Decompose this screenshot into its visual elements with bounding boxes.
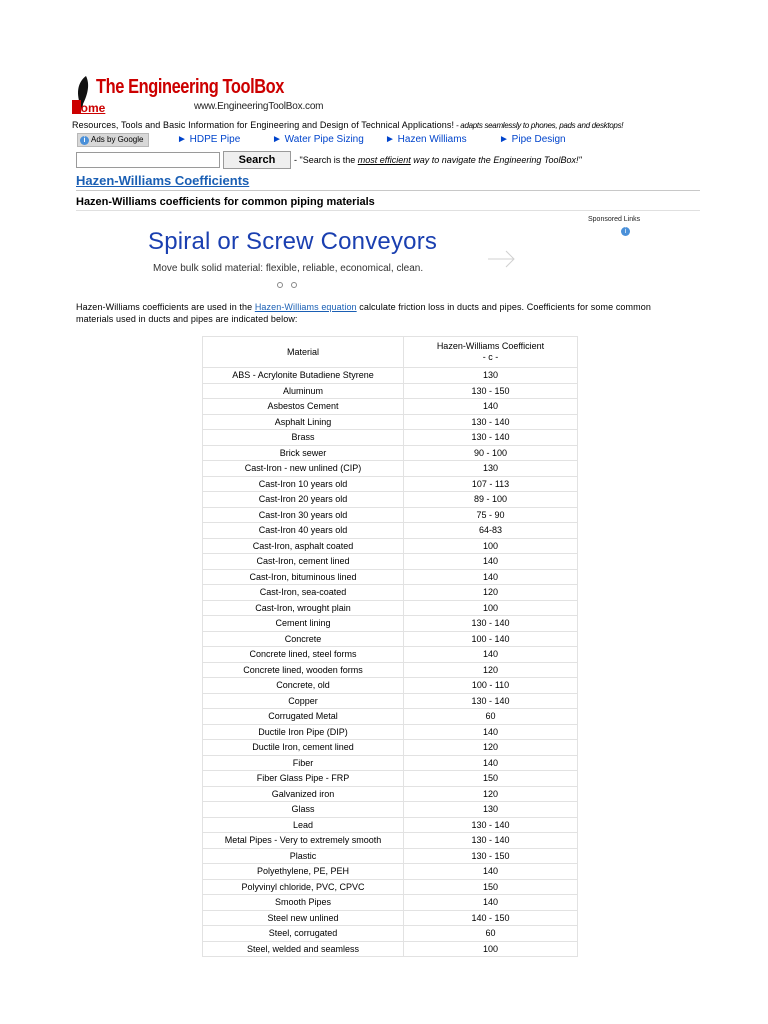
table-row bbox=[203, 383, 578, 399]
coefficient-cell: 120 bbox=[404, 786, 578, 802]
coefficient-cell: 140 - 150 bbox=[404, 910, 578, 926]
table-row bbox=[203, 910, 578, 926]
search-tip-prefix: - "Search is the bbox=[294, 155, 358, 165]
table-row bbox=[203, 445, 578, 461]
coefficient-cell: 130 - 140 bbox=[404, 693, 578, 709]
table-header-row bbox=[203, 337, 578, 368]
divider bbox=[76, 210, 700, 211]
coefficient-cell: 90 - 100 bbox=[404, 445, 578, 461]
material-cell: Ductile Iron, cement lined bbox=[203, 740, 404, 756]
table-row bbox=[203, 693, 578, 709]
coefficient-cell: 140 bbox=[404, 864, 578, 880]
table-row bbox=[203, 926, 578, 942]
material-cell: Steel, welded and seamless bbox=[203, 941, 404, 957]
table-row bbox=[203, 430, 578, 446]
material-cell: Fiber Glass Pipe - FRP bbox=[203, 771, 404, 787]
table-row bbox=[203, 941, 578, 957]
coefficient-cell: 100 bbox=[404, 600, 578, 616]
material-cell: Polyvinyl chloride, PVC, CPVC bbox=[203, 879, 404, 895]
table-row bbox=[203, 848, 578, 864]
table-row bbox=[203, 616, 578, 632]
table-row bbox=[203, 569, 578, 585]
table-row bbox=[203, 507, 578, 523]
material-cell: Smooth Pipes bbox=[203, 895, 404, 911]
material-cell: Cast-Iron, cement lined bbox=[203, 554, 404, 570]
table-row bbox=[203, 631, 578, 647]
ad-description: Move bulk solid material: flexible, reliable, economical, clean. bbox=[153, 263, 424, 274]
coefficient-cell: 140 bbox=[404, 569, 578, 585]
coefficient-cell: 120 bbox=[404, 662, 578, 678]
table-row bbox=[203, 771, 578, 787]
table-row bbox=[203, 554, 578, 570]
material-cell: ABS - Acrylonite Butadiene Styrene bbox=[203, 368, 404, 384]
material-cell: Cast-Iron 20 years old bbox=[203, 492, 404, 508]
table-row bbox=[203, 523, 578, 539]
material-cell: Cast-Iron, wrought plain bbox=[203, 600, 404, 616]
table-row bbox=[203, 492, 578, 508]
coefficient-cell: 140 bbox=[404, 895, 578, 911]
tagline-main: Resources, Tools and Basic Information for Engineering and Design of Technical Applications! bbox=[72, 120, 455, 130]
nav-link-pipe-design[interactable]: ► Pipe Design bbox=[499, 134, 566, 145]
table-row bbox=[203, 786, 578, 802]
material-cell: Plastic bbox=[203, 848, 404, 864]
home-link[interactable]: Home bbox=[72, 101, 106, 115]
coefficient-cell: 120 bbox=[404, 585, 578, 601]
material-cell: Cast-Iron, sea-coated bbox=[203, 585, 404, 601]
divider bbox=[76, 190, 700, 191]
table-row bbox=[203, 879, 578, 895]
material-cell: Copper bbox=[203, 693, 404, 709]
material-cell: Polyethylene, PE, PEH bbox=[203, 864, 404, 880]
material-cell: Asbestos Cement bbox=[203, 399, 404, 415]
material-cell: Glass bbox=[203, 802, 404, 818]
table-row bbox=[203, 538, 578, 554]
coefficient-cell: 89 - 100 bbox=[404, 492, 578, 508]
table-row bbox=[203, 864, 578, 880]
table-row bbox=[203, 399, 578, 415]
material-cell: Corrugated Metal bbox=[203, 709, 404, 725]
material-cell: Brass bbox=[203, 430, 404, 446]
material-cell: Cast-Iron 40 years old bbox=[203, 523, 404, 539]
coefficient-cell: 100 - 140 bbox=[404, 631, 578, 647]
table-row bbox=[203, 368, 578, 384]
table-row bbox=[203, 709, 578, 725]
table-row bbox=[203, 833, 578, 849]
carousel-dot[interactable] bbox=[277, 282, 283, 288]
table-row bbox=[203, 461, 578, 477]
table-row bbox=[203, 817, 578, 833]
carousel-dot[interactable] bbox=[291, 282, 297, 288]
info-icon: i bbox=[80, 136, 89, 145]
ads-by-google-badge[interactable] bbox=[77, 133, 149, 147]
material-cell: Cast-Iron, bituminous lined bbox=[203, 569, 404, 585]
material-cell: Concrete bbox=[203, 631, 404, 647]
coefficient-cell: 140 bbox=[404, 554, 578, 570]
search-tip-emphasis: most efficient bbox=[357, 155, 411, 165]
table-row bbox=[203, 647, 578, 663]
material-cell: Cast-Iron 30 years old bbox=[203, 507, 404, 523]
table-row bbox=[203, 678, 578, 694]
material-cell: Fiber bbox=[203, 755, 404, 771]
material-cell: Cast-Iron 10 years old bbox=[203, 476, 404, 492]
intro-after: calculate friction loss in ducts and pipes. Coefficients for some common materials used in ducts and pipes are indicated below: bbox=[76, 302, 651, 324]
ad-title-link[interactable]: Spiral or Screw Conveyors bbox=[148, 228, 438, 255]
coefficient-cell: 130 bbox=[404, 461, 578, 477]
site-tagline bbox=[72, 120, 623, 130]
coefficient-cell: 130 - 140 bbox=[404, 414, 578, 430]
page-title[interactable]: Hazen-Williams Coefficients bbox=[76, 173, 250, 188]
hazen-williams-equation-link[interactable]: Hazen-Williams equation bbox=[254, 302, 357, 312]
material-cell: Cast-Iron - new unlined (CIP) bbox=[203, 461, 404, 477]
material-cell: Brick sewer bbox=[203, 445, 404, 461]
coefficient-cell: 100 - 110 bbox=[404, 678, 578, 694]
search-button[interactable]: Search bbox=[223, 151, 291, 169]
coefficient-cell: 60 bbox=[404, 926, 578, 942]
material-cell: Galvanized iron bbox=[203, 786, 404, 802]
material-cell: Lead bbox=[203, 817, 404, 833]
coefficient-cell: 130 - 140 bbox=[404, 616, 578, 632]
coefficient-cell: 150 bbox=[404, 879, 578, 895]
table-row bbox=[203, 585, 578, 601]
sponsored-links-label: Sponsored Links bbox=[588, 216, 641, 223]
coefficient-cell: 60 bbox=[404, 709, 578, 725]
coefficient-cell: 130 - 140 bbox=[404, 817, 578, 833]
material-cell: Cement lining bbox=[203, 616, 404, 632]
coefficient-cell: 150 bbox=[404, 771, 578, 787]
site-url: www.EngineeringToolBox.com bbox=[194, 101, 324, 112]
table-row bbox=[203, 802, 578, 818]
site-logo[interactable]: The Engineering ToolBox bbox=[96, 76, 284, 98]
material-cell: Concrete lined, wooden forms bbox=[203, 662, 404, 678]
intro-before: Hazen-Williams coefficients are used in the bbox=[76, 302, 255, 312]
nav-link-water-pipe-sizing[interactable]: ► Water Pipe Sizing bbox=[272, 134, 364, 145]
tagline-suffix: - adapts seamlessly to phones, pads and desktops! bbox=[454, 121, 624, 130]
coefficient-cell: 140 bbox=[404, 755, 578, 771]
material-cell: Steel new unlined bbox=[203, 910, 404, 926]
coefficient-cell: 107 - 113 bbox=[404, 476, 578, 492]
coefficient-cell: 130 - 150 bbox=[404, 383, 578, 399]
nav-link-hdpe-pipe[interactable]: ► HDPE Pipe bbox=[177, 134, 241, 145]
coefficient-cell: 130 - 150 bbox=[404, 848, 578, 864]
table-row bbox=[203, 740, 578, 756]
table-row bbox=[203, 600, 578, 616]
column-header-material: Material bbox=[203, 337, 404, 368]
table-row bbox=[203, 895, 578, 911]
column-header-coefficient bbox=[404, 337, 578, 368]
material-cell: Aluminum bbox=[203, 383, 404, 399]
coefficient-cell: 100 bbox=[404, 941, 578, 957]
nav-link-hazen-williams[interactable]: ► Hazen Williams bbox=[385, 134, 467, 145]
coefficient-cell: 75 - 90 bbox=[404, 507, 578, 523]
material-cell: Metal Pipes - Very to extremely smooth bbox=[203, 833, 404, 849]
table-body bbox=[203, 368, 578, 957]
coefficient-cell: 140 bbox=[404, 724, 578, 740]
coefficient-cell: 130 bbox=[404, 368, 578, 384]
coefficient-header-line1: Hazen-Williams Coefficient bbox=[436, 341, 545, 351]
table-row bbox=[203, 476, 578, 492]
intro-paragraph bbox=[76, 301, 666, 325]
coefficient-header-line2: - c - bbox=[482, 352, 499, 362]
coefficient-cell: 120 bbox=[404, 740, 578, 756]
page-subtitle: Hazen-Williams coefficients for common piping materials bbox=[76, 196, 375, 208]
material-cell: Asphalt Lining bbox=[203, 414, 404, 430]
material-cell: Steel, corrugated bbox=[203, 926, 404, 942]
coefficient-cell: 130 - 140 bbox=[404, 833, 578, 849]
ad-info-icon[interactable]: i bbox=[621, 227, 630, 236]
material-cell: Ductile Iron Pipe (DIP) bbox=[203, 724, 404, 740]
coefficient-cell: 140 bbox=[404, 647, 578, 663]
coefficient-cell: 130 bbox=[404, 802, 578, 818]
search-input[interactable] bbox=[76, 152, 220, 168]
material-cell: Cast-Iron, asphalt coated bbox=[203, 538, 404, 554]
arrow-right-icon[interactable] bbox=[486, 248, 518, 270]
coefficient-cell: 100 bbox=[404, 538, 578, 554]
ads-badge-label: Ads by Google bbox=[91, 135, 144, 144]
material-cell: Concrete, old bbox=[203, 678, 404, 694]
coefficients-table bbox=[202, 336, 578, 957]
table-row bbox=[203, 724, 578, 740]
coefficient-cell: 140 bbox=[404, 399, 578, 415]
coefficient-cell: 130 - 140 bbox=[404, 430, 578, 446]
material-cell: Concrete lined, steel forms bbox=[203, 647, 404, 663]
table-row bbox=[203, 414, 578, 430]
table-row bbox=[203, 662, 578, 678]
search-tip bbox=[294, 155, 582, 165]
search-tip-suffix: way to navigate the Engineering ToolBox!" bbox=[410, 155, 582, 165]
table-row bbox=[203, 755, 578, 771]
coefficient-cell: 64-83 bbox=[404, 523, 578, 539]
